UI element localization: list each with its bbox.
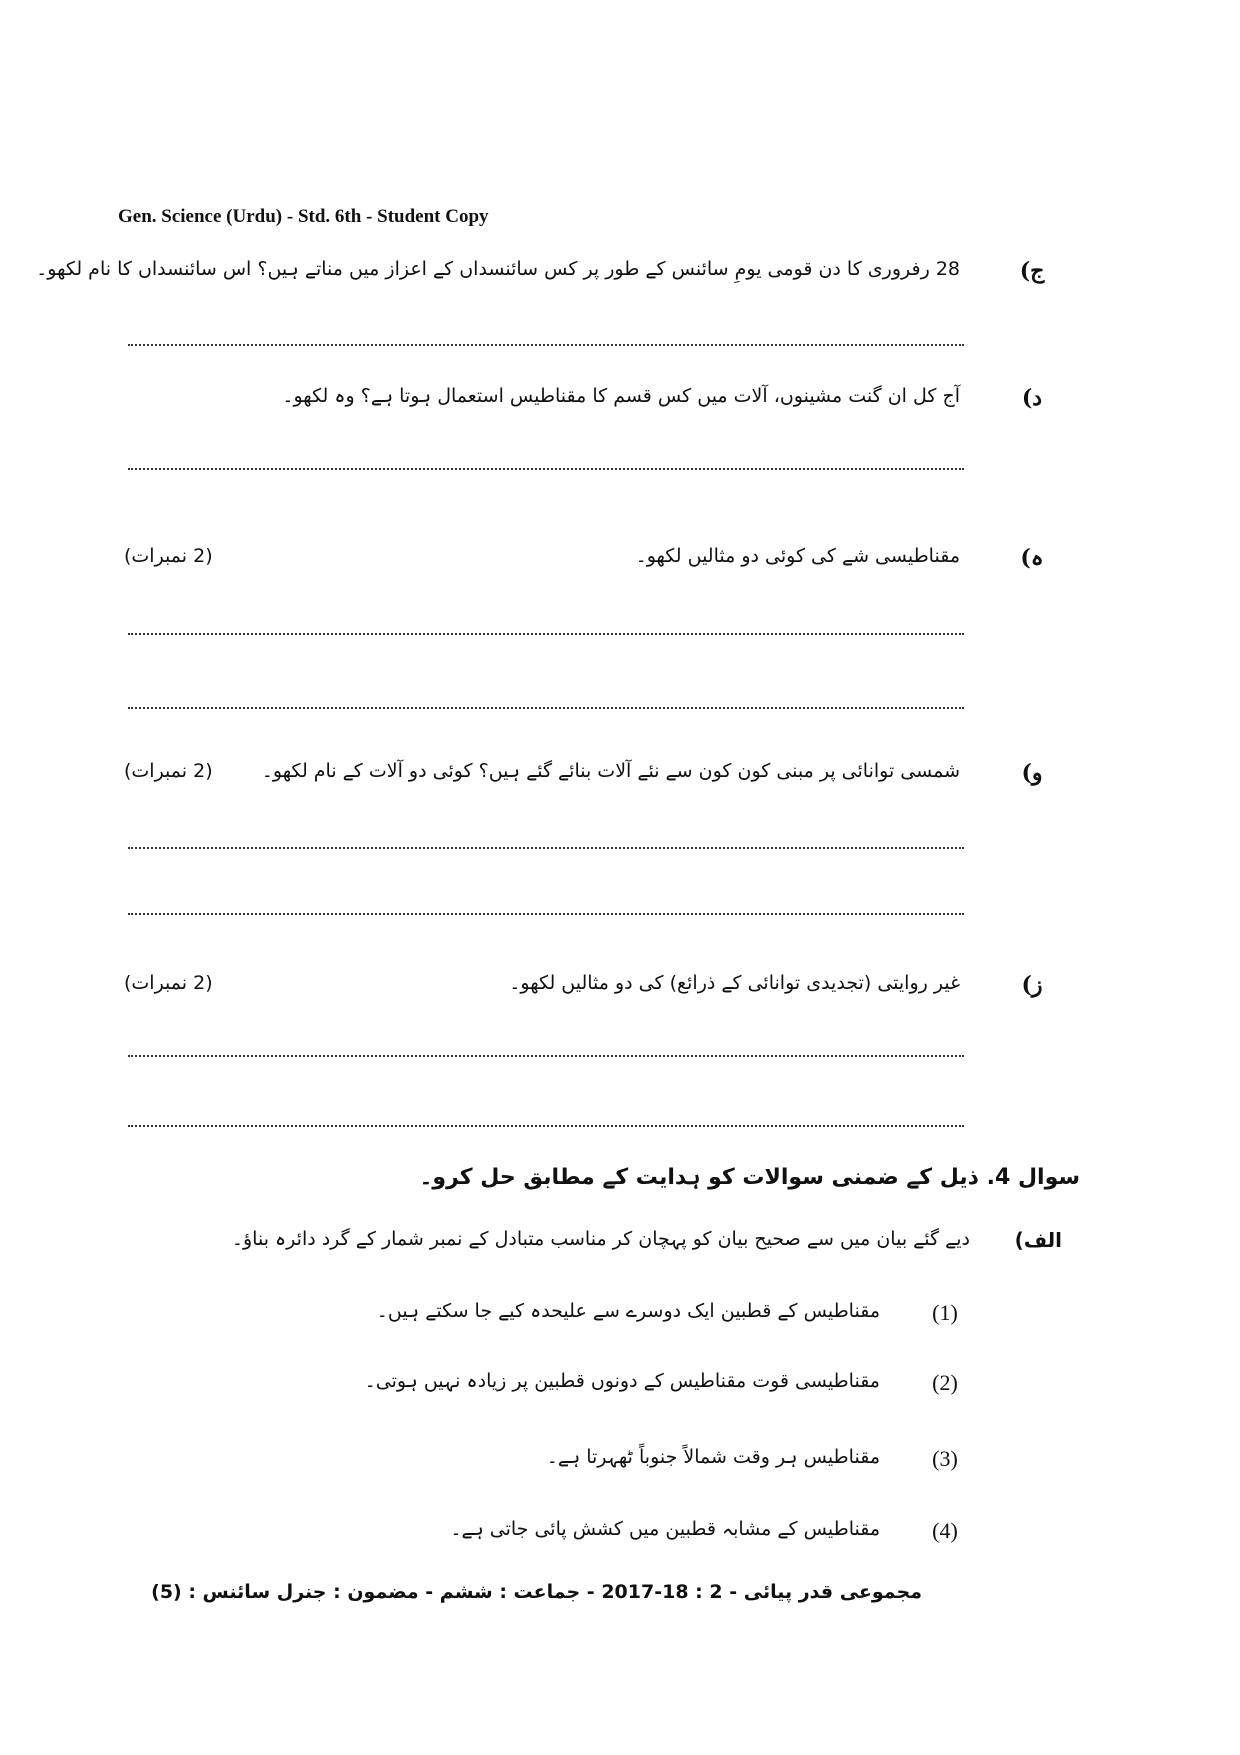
marks-label: (2 نمبرات) bbox=[124, 545, 213, 567]
statement-number: (1) bbox=[932, 1300, 958, 1325]
answer-line bbox=[128, 344, 964, 346]
document-header: Gen. Science (Urdu) - Std. 6th - Student Copy bbox=[118, 206, 489, 227]
answer-line bbox=[128, 468, 964, 470]
question-label-jeem: ج) bbox=[1019, 258, 1045, 284]
marks-label: (2 نمبرات) bbox=[124, 972, 213, 994]
question-label-hey: ہ) bbox=[1020, 545, 1044, 571]
question-text-jeem: 28 رفروری کا دن قومی یومِ سائنس کے طور پر کس سائنسداں کے اعزاز میں مناتے ہیں؟ اس سائنسداں کا نام لکھو۔ bbox=[36, 258, 960, 280]
statement-text: مقناطیس کے قطبین ایک دوسرے سے علیحدہ کیے جا سکتے ہیں۔ bbox=[376, 1300, 880, 1322]
section-heading: سوال 4. ذیل کے ضمنی سوالات کو ہدایت کے مطابق حل کرو۔ bbox=[419, 1165, 1080, 1190]
question-label-waw: و) bbox=[1021, 760, 1043, 786]
question-label-daal: د) bbox=[1021, 385, 1043, 411]
page-footer: مجموعی قدر پیائی - 2 : 18-2017 - جماعت : ششم - مضمون : جنرل سائنس : (5) bbox=[151, 1581, 922, 1603]
answer-line bbox=[128, 1055, 964, 1057]
statement-number: (3) bbox=[932, 1446, 958, 1471]
answer-line bbox=[128, 707, 964, 709]
answer-line bbox=[128, 847, 964, 849]
answer-line bbox=[128, 1125, 964, 1127]
statement-number: (2) bbox=[932, 1370, 958, 1395]
question-text-waw: شمسی توانائی پر مبنی کون کون سے نئے آلات بنائے گئے ہیں؟ کوئی دو آلات کے نام لکھو۔ bbox=[261, 760, 960, 782]
answer-line bbox=[128, 633, 964, 635]
statement-number: (4) bbox=[932, 1518, 958, 1543]
question-text-zay: غیر روایتی (تجدیدی توانائی کے ذرائع) کی دو مثالیں لکھو۔ bbox=[509, 972, 960, 994]
sub-question-label: الف) bbox=[1014, 1228, 1062, 1252]
question-text-hey: مقناطیسی شے کی کوئی دو مثالیں لکھو۔ bbox=[635, 545, 960, 567]
statement-text: مقناطیس ہر وقت شمالاً جنوباً ٹھہرتا ہے۔ bbox=[546, 1446, 880, 1468]
statement-text: مقناطیس کے مشابہ قطبین میں کشش پائی جاتی ہے۔ bbox=[450, 1518, 880, 1540]
sub-question-text: دیے گئے بیان میں سے صحیح بیان کو پہچان کر مناسب متبادل کے نمبر شمار کے گرد دائرہ بناؤ۔ bbox=[231, 1228, 970, 1250]
question-label-zay: ز) bbox=[1021, 972, 1043, 998]
answer-line bbox=[128, 913, 964, 915]
question-text-daal: آج کل ان گنت مشینوں، آلات میں کس قسم کا مقناطیس استعمال ہوتا ہے؟ وہ لکھو۔ bbox=[282, 385, 960, 407]
statement-text: مقناطیسی قوت مقناطیس کے دونوں قطبین پر زیادہ نہیں ہوتی۔ bbox=[364, 1370, 880, 1392]
marks-label: (2 نمبرات) bbox=[124, 760, 213, 782]
